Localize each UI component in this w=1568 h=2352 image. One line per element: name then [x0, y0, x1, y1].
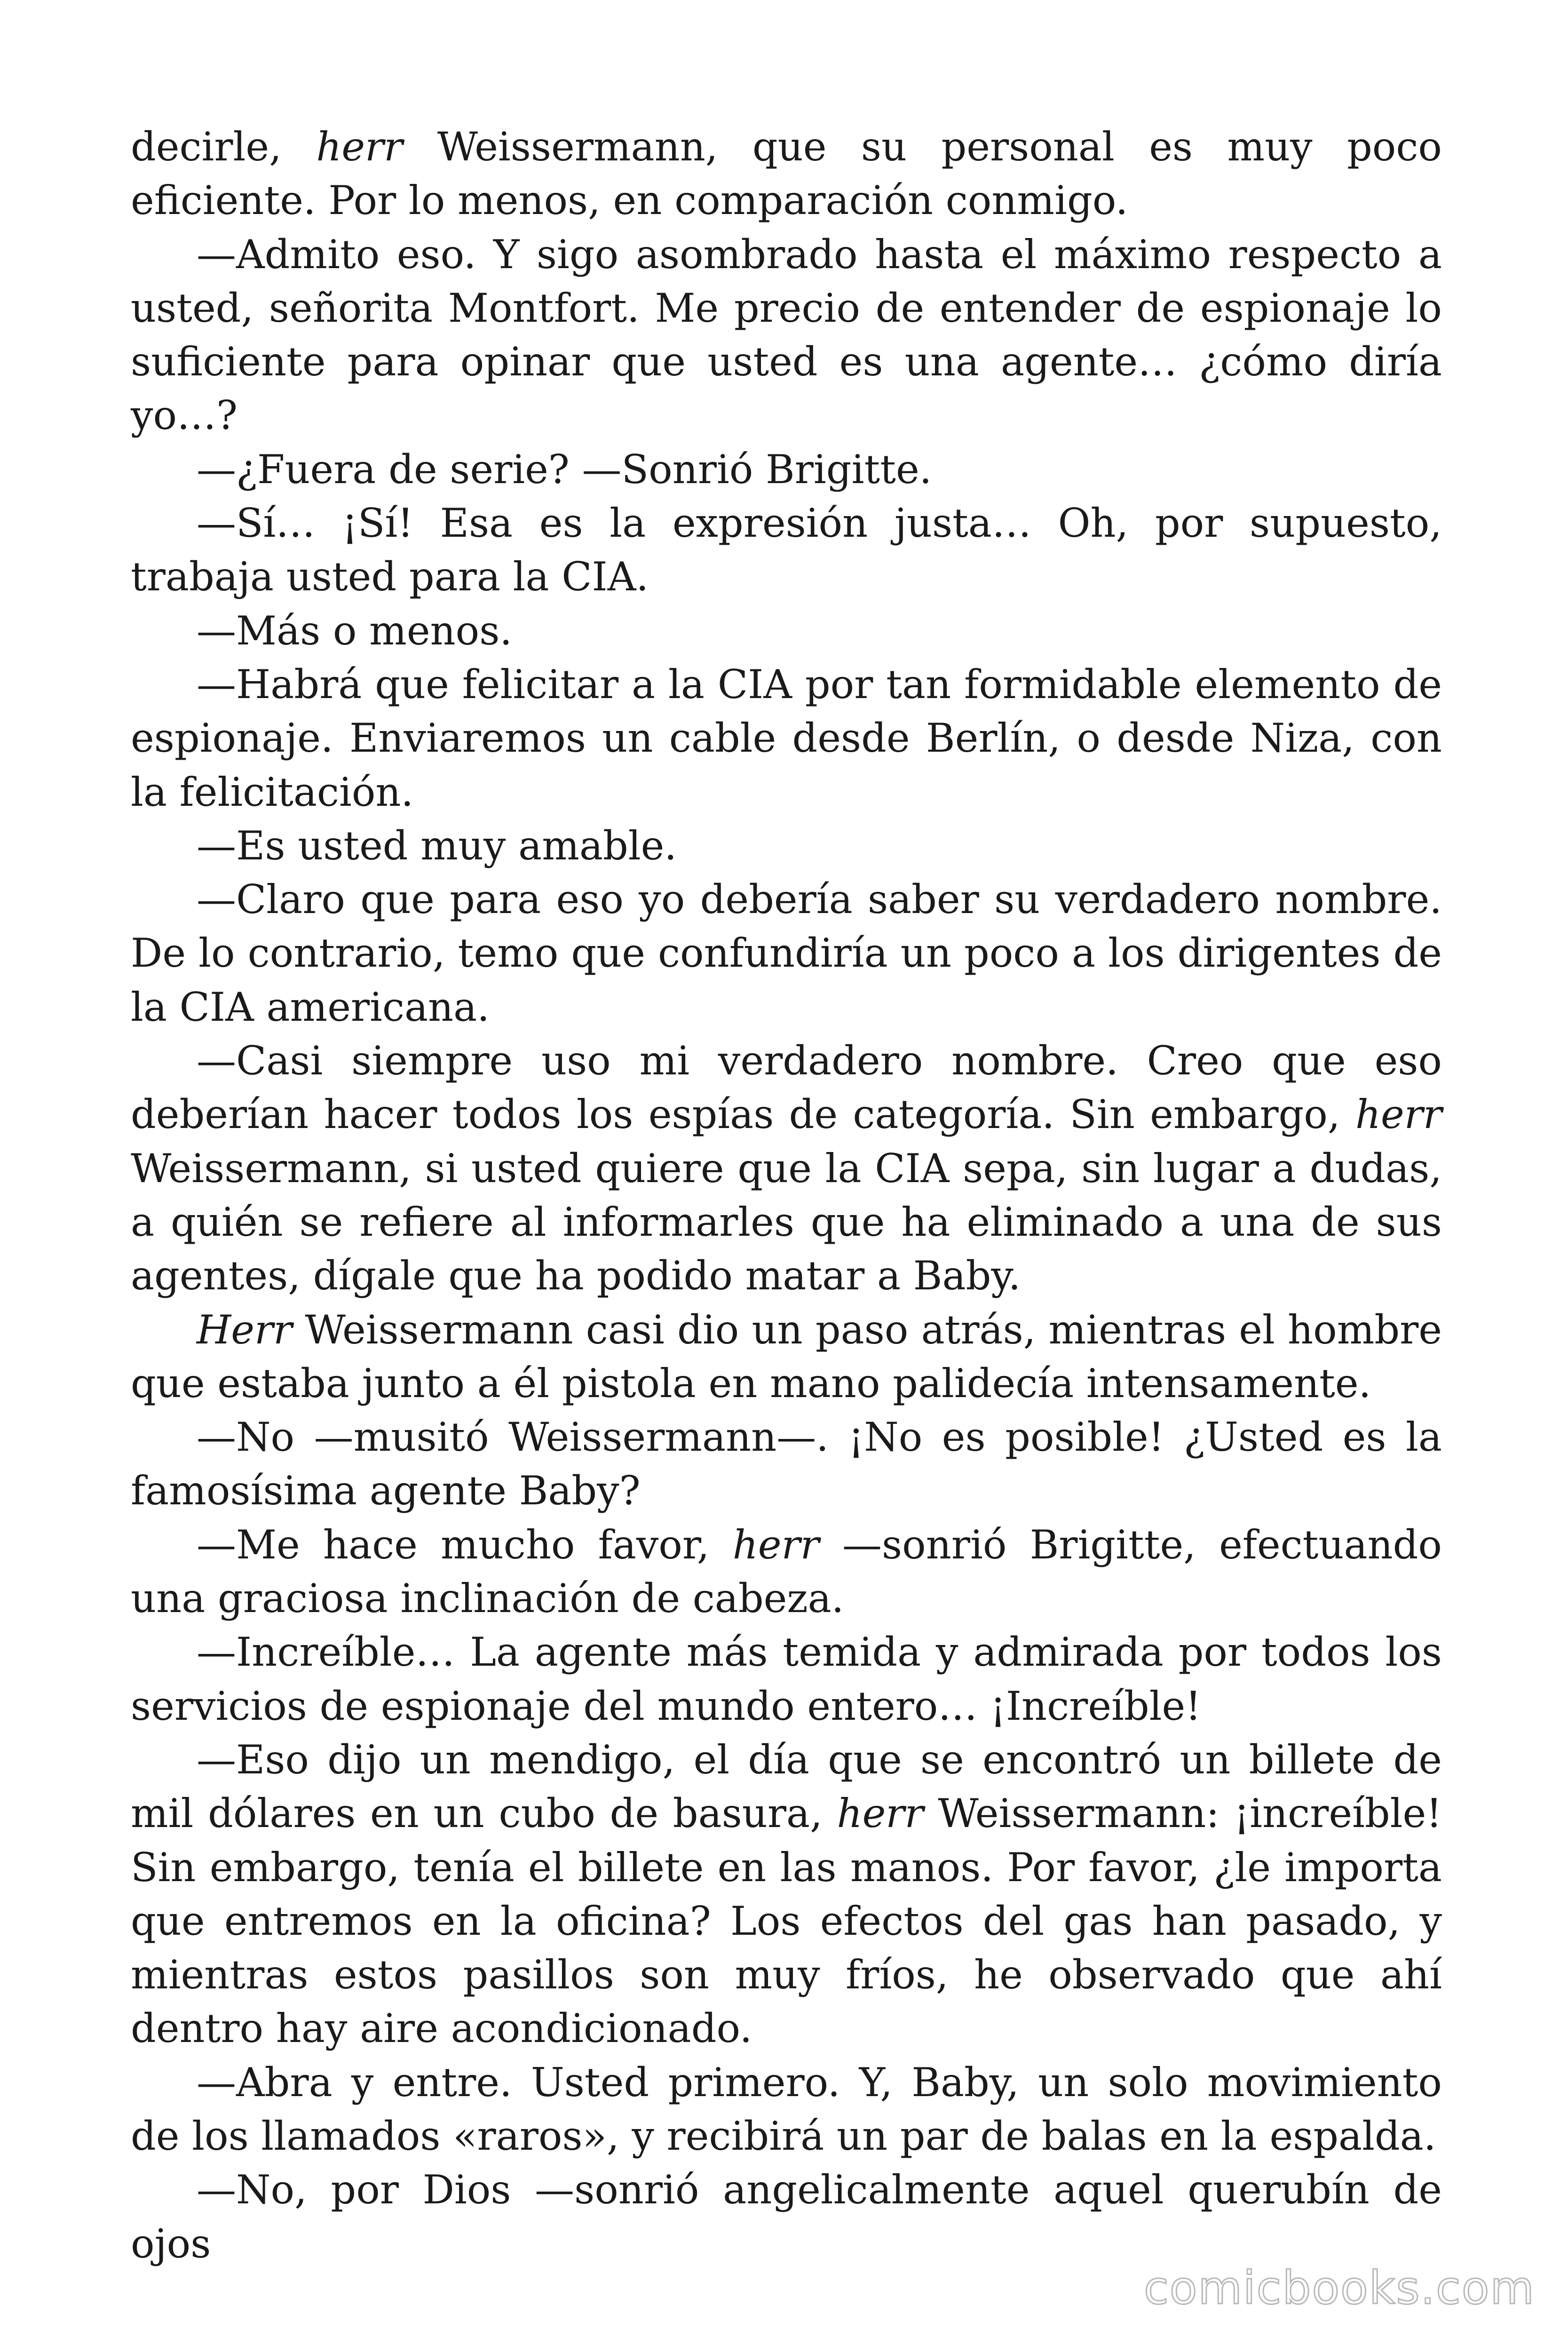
- text-run: —Admito eso. Y sigo asombrado hasta el máximo respecto a usted, señorita Montfort. Me precio de entender de espionaje lo suficiente para opinar que usted es una agente… ¿cómo diría yo…?: [131, 231, 1442, 439]
- text-run: —Habrá que felicitar a la CIA por tan formidable elemento de espionaje. Enviaremos un cable desde Berlín, o desde Niza, con la felicitación.: [131, 661, 1442, 815]
- text-run: —Sí… ¡Sí! Esa es la expresión justa… Oh, por supuesto, trabaja usted para la CIA.: [131, 500, 1442, 600]
- paragraph: [131, 496, 1442, 604]
- paragraph: [131, 873, 1442, 1034]
- paragraph: [131, 1518, 1442, 1626]
- paragraph: [131, 1410, 1442, 1518]
- text-run: —sonrió Brigitte, efectuando una graciosa inclinación de cabeza.: [131, 1521, 1442, 1622]
- text-run: Weissermann casi dio un paso atrás, mientras el hombre que estaba junto a él pistola en mano palidecía intensamente.: [131, 1306, 1442, 1406]
- text-run: —¿Fuera de serie? —Sonrió Brigitte.: [197, 446, 932, 493]
- paragraph: [131, 2056, 1442, 2163]
- text-run: —Abra y entre. Usted primero. Y, Baby, un solo movimiento de los llamados «raros», y recibirá un par de balas en la espalda.: [131, 2059, 1442, 2159]
- watermark: comicbooks.com: [1143, 2262, 1535, 2314]
- italic-word: herr: [316, 124, 403, 170]
- italic-word: herr: [837, 1790, 924, 1837]
- italic-word: herr: [1355, 1091, 1442, 1138]
- paragraph: [131, 120, 1442, 228]
- text-run: —Casi siempre uso mi verdadero nombre. Creo que eso deberían hacer todos los espías de categoría. Sin embargo,: [131, 1038, 1442, 1138]
- italic-word: herr: [732, 1521, 819, 1568]
- text-run: Weissermann: ¡increíble! Sin embargo, tenía el billete en las manos. Por favor, ¿le importa que entremos en la oficina? Los efectos del gas han pasado, y mientras estos pasillos son muy fríos, he observado que ahí dentro hay aire acondicionado.: [131, 1790, 1442, 2052]
- paragraph: [131, 2163, 1442, 2271]
- italic-word: Herr: [197, 1306, 293, 1353]
- paragraph: [131, 228, 1442, 443]
- text-run: decirle,: [131, 124, 317, 170]
- paragraph: [131, 819, 1442, 873]
- text-run: —Claro que para eso yo debería saber su verdadero nombre. De lo contrario, temo que confundiría un poco a los dirigentes de la CIA americana.: [131, 876, 1442, 1030]
- paragraph: [131, 1034, 1442, 1303]
- paragraph: [131, 443, 1442, 496]
- text-run: Weissermann, que su personal es muy poco eficiente. Por lo menos, en comparación conmigo.: [131, 124, 1442, 224]
- paragraph: [131, 1733, 1442, 2056]
- text-run: —Increíble… La agente más temida y admirada por todos los servicios de espionaje del mundo entero… ¡Increíble!: [131, 1629, 1442, 1729]
- text-run: —No —musitó Weissermann—. ¡No es posible! ¿Usted es la famosísima agente Baby?: [131, 1414, 1442, 1514]
- text-run: —Es usted muy amable.: [197, 822, 677, 869]
- text-run: —No, por Dios —sonrió angelicalmente aquel querubín de ojos: [131, 2167, 1442, 2267]
- text-run: Weissermann, si usted quiere que la CIA sepa, sin lugar a dudas, a quién se refiere al informarles que ha eliminado a una de sus agentes, dígale que ha podido matar a Baby.: [131, 1145, 1442, 1299]
- paragraph: [131, 1303, 1442, 1411]
- text-run: —Eso dijo un mendigo, el día que se encontró un billete de mil dólares en un cubo de basura,: [131, 1736, 1442, 1837]
- paragraph: [131, 1625, 1442, 1733]
- text-run: —Más o menos.: [197, 607, 513, 654]
- body-text: [131, 120, 1442, 2271]
- text-run: —Me hace mucho favor,: [197, 1521, 733, 1568]
- paragraph: [131, 658, 1442, 819]
- paragraph: [131, 604, 1442, 658]
